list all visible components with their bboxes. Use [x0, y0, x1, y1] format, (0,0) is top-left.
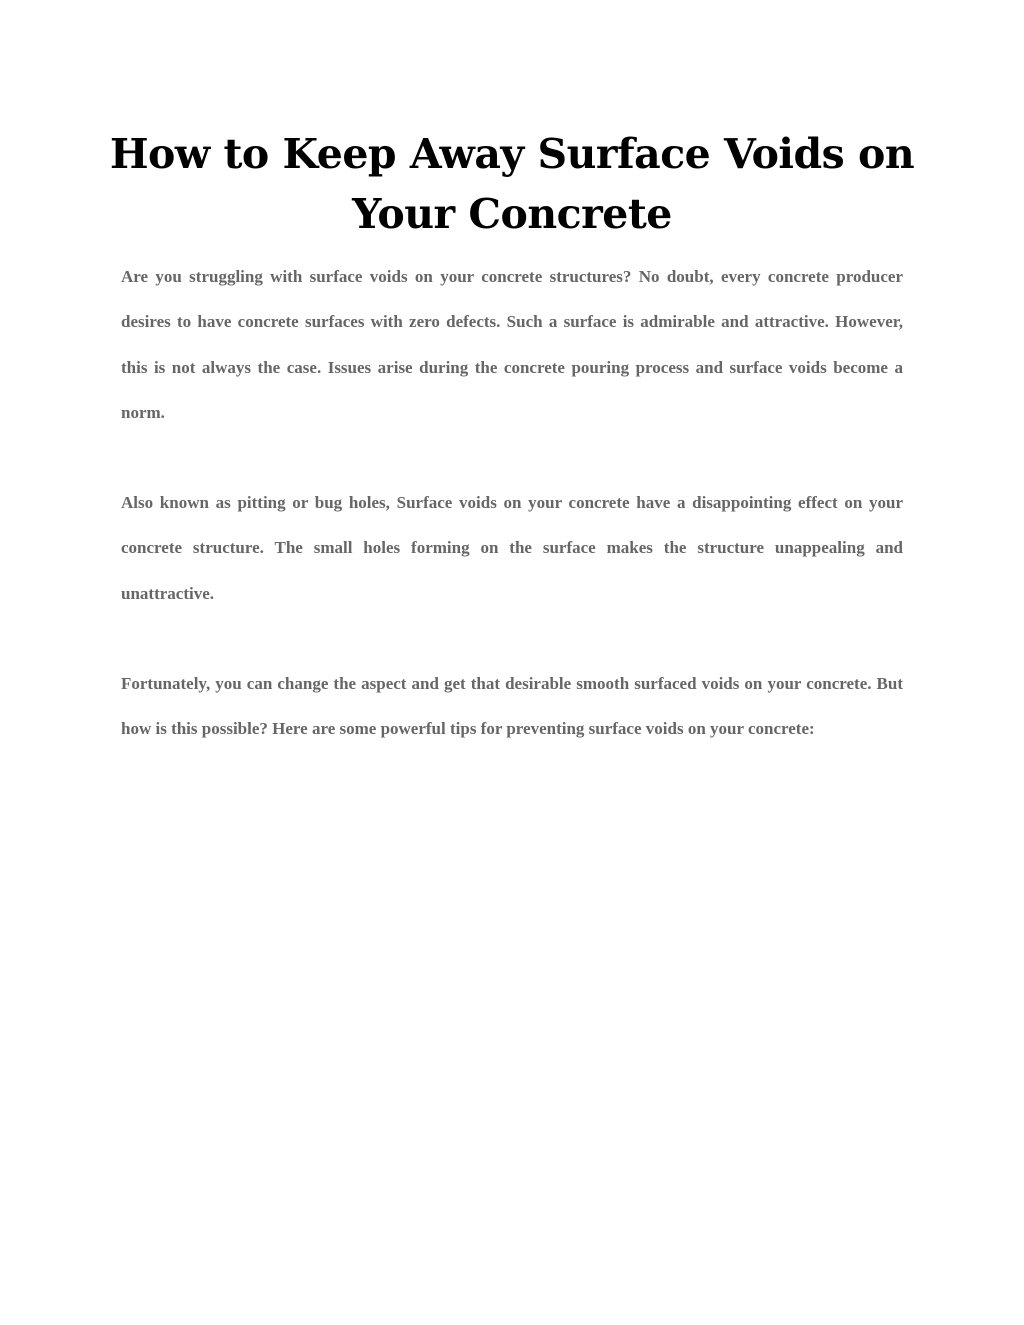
tips-intro-paragraph: Fortunately, you can change the aspect and get that desirable smooth surfaced voids on your concrete. But how is this possible? Here are some powerful tips for preventing surface voids on your concrete: [121, 674, 903, 739]
page-title: How to Keep Away Surface Voids on Your Concrete [109, 130, 915, 238]
intro-paragraph: Are you struggling with surface voids on your concrete structures? No doubt, every concrete producer desires to have concrete surfaces with zero defects. Such a surface is admirable and attractive. However, this is not always the case. Issues arise during the concrete pouring process and surface voids become a norm. [121, 267, 903, 422]
definition-paragraph: Also known as pitting or bug holes, Surface voids on your concrete have a disappointing effect on your concrete structure. The small holes forming on the surface makes the structure unappealing and unattractive. [121, 493, 903, 603]
